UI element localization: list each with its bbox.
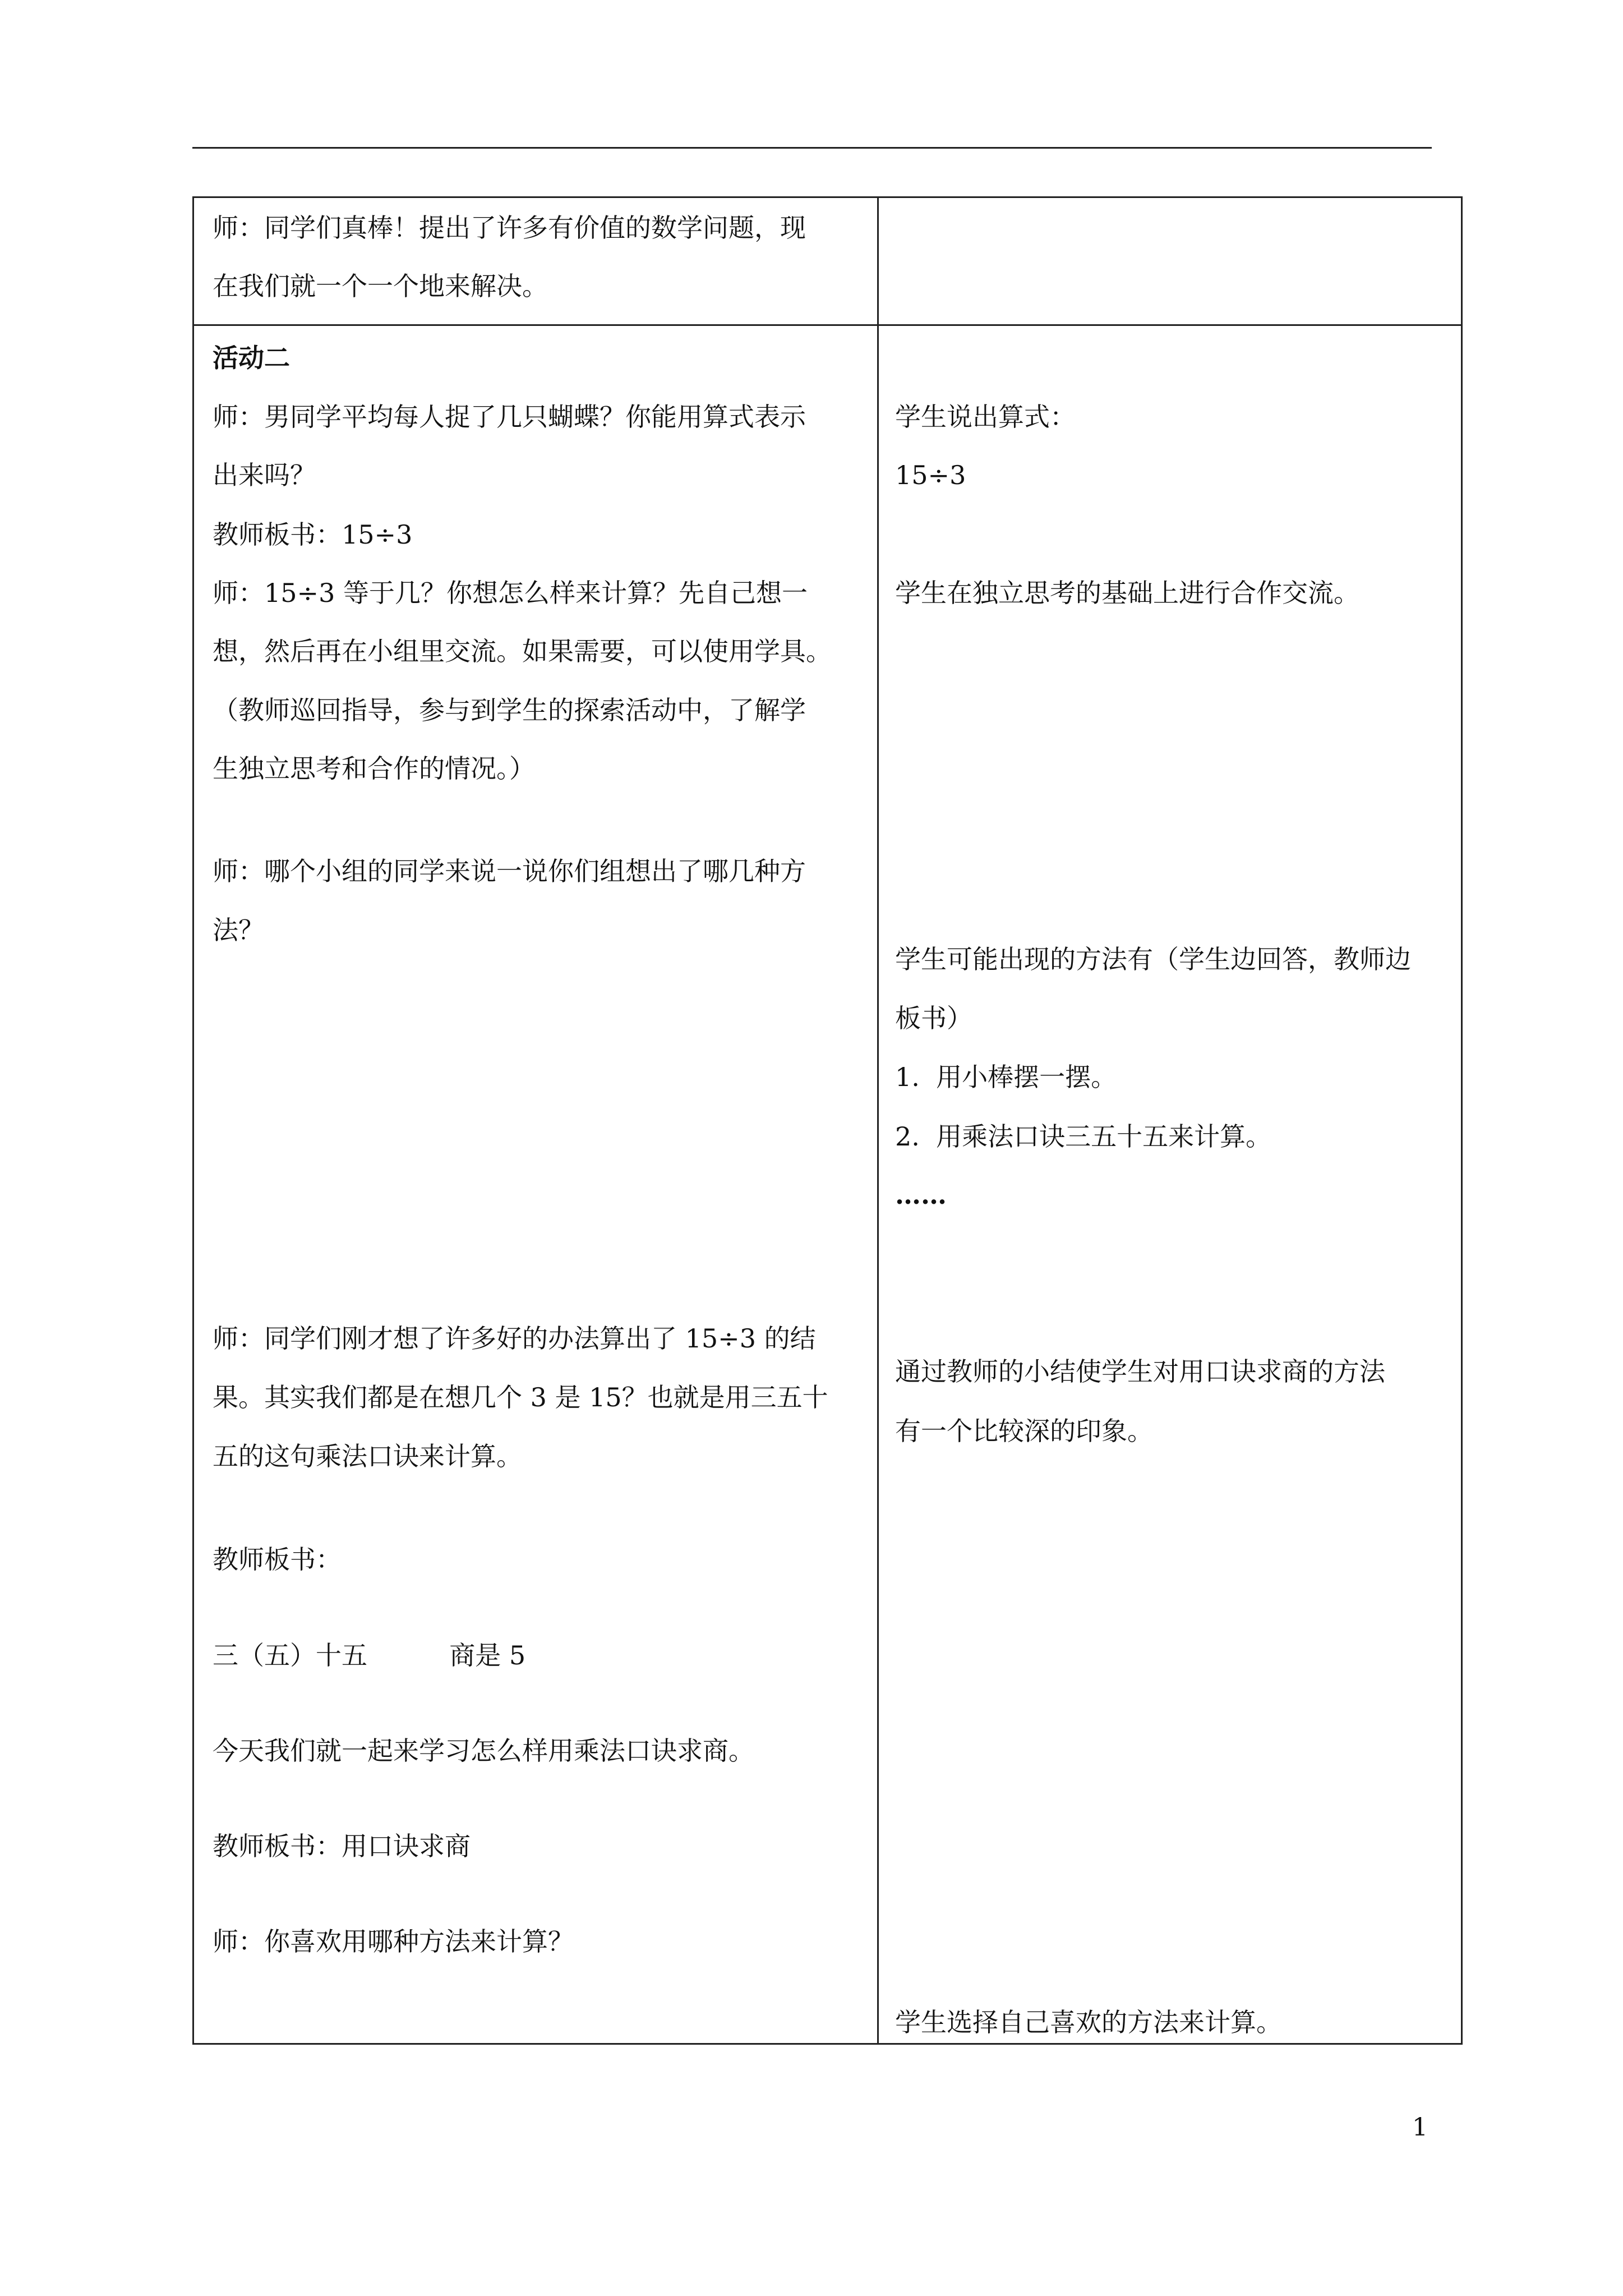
teacher-text-line: 师：15÷3 等于几？你想怎么样来计算？先自己想一 — [213, 578, 808, 608]
activity-heading: 活动二 — [213, 343, 290, 373]
student-text-line: 学生可能出现的方法有（学生边回答，教师边 — [895, 944, 1411, 974]
blackboard-note: 教师板书： — [213, 1544, 342, 1575]
teacher-text-line: 师：男同学平均每人捉了几只蝴蝶？你能用算式表示 — [213, 402, 806, 432]
ellipsis: …… — [895, 1180, 947, 1210]
teacher-text-line: 法？ — [213, 915, 264, 945]
teacher-text-line: 果。其实我们都是在想几个 3 是 15？也就是用三五十 — [213, 1382, 828, 1412]
column-divider — [877, 198, 879, 2043]
teacher-text-line: 想，然后再在小组里交流。如果需要，可以使用学具。 — [213, 636, 832, 666]
blackboard-note: 教师板书：15÷3 — [213, 519, 413, 550]
header-rule — [192, 147, 1432, 149]
student-method-item: 2. 用乘法口诀三五十五来计算。 — [895, 1121, 1272, 1152]
student-text-line: 学生说出算式： — [895, 402, 1076, 432]
teacher-text-line: 今天我们就一起来学习怎么样用乘法口诀求商。 — [213, 1736, 754, 1766]
teacher-text-line: 师：哪个小组的同学来说一说你们组想出了哪几种方 — [213, 856, 806, 886]
row-divider — [194, 324, 1461, 326]
teacher-text-line: 师：同学们刚才想了许多好的办法算出了 15÷3 的结 — [213, 1323, 816, 1354]
lesson-plan-table — [192, 196, 1463, 2045]
teacher-text-line: 生独立思考和合作的情况。） — [213, 753, 535, 784]
teacher-text-line: 出来吗？ — [213, 460, 316, 490]
student-text-line: 板书） — [895, 1003, 972, 1033]
teacher-text-line: （教师巡回指导，参与到学生的探索活动中，了解学 — [213, 695, 806, 725]
teacher-text-line: 五的这句乘法口诀来计算。 — [213, 1441, 522, 1471]
teacher-text-line: 师：你喜欢用哪种方法来计算？ — [213, 1926, 574, 1957]
student-text-line: 15÷3 — [895, 460, 966, 490]
student-method-item: 1. 用小棒摆一摆。 — [895, 1062, 1117, 1092]
teacher-text-line: 师：同学们真棒！提出了许多有价值的数学问题，现 — [213, 213, 806, 243]
blackboard-note: 教师板书：用口诀求商 — [213, 1831, 471, 1861]
page-number: 1 — [1412, 2113, 1428, 2142]
student-text-line: 通过教师的小结使学生对用口诀求商的方法 — [895, 1356, 1385, 1387]
student-text-line: 学生选择自己喜欢的方法来计算。 — [895, 2007, 1282, 2037]
student-text-line: 学生在独立思考的基础上进行合作交流。 — [895, 578, 1359, 608]
teacher-text-line: 在我们就一个一个地来解决。 — [213, 271, 548, 301]
blackboard-formula: 三（五）十五 商是 5 — [213, 1640, 526, 1671]
student-text-line: 有一个比较深的印象。 — [895, 1416, 1153, 1446]
